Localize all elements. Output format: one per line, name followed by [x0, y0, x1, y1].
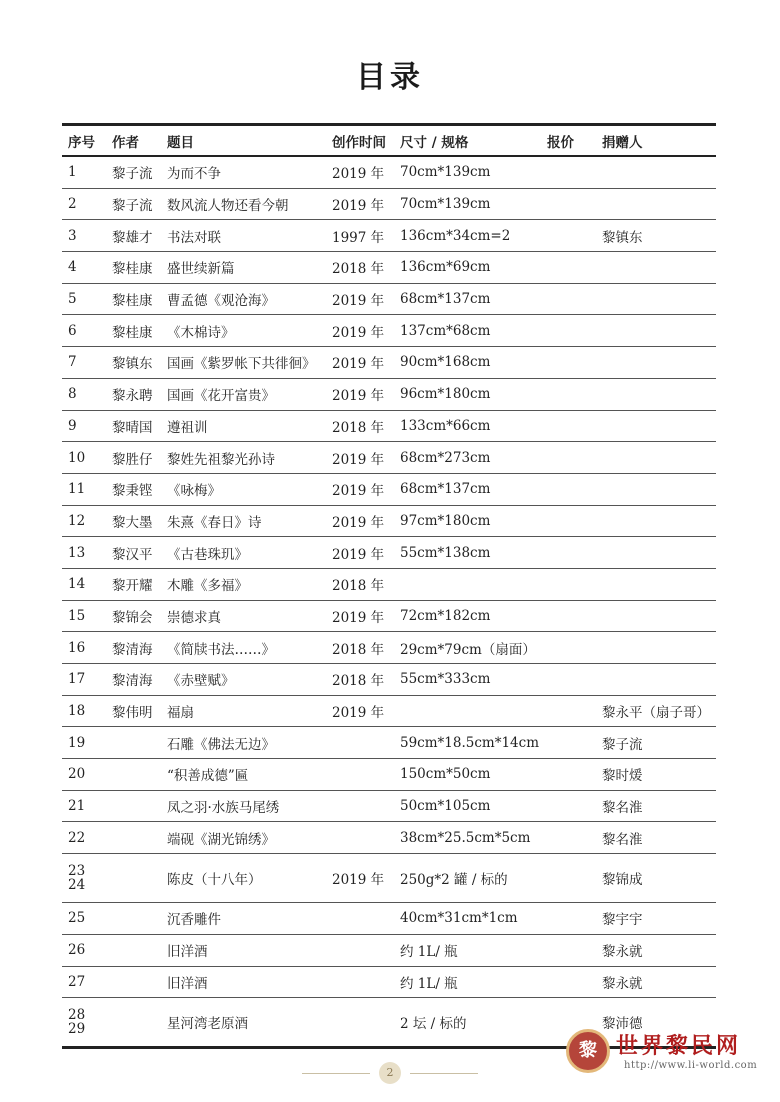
cell-no [62, 998, 106, 1048]
cell-size: 约 1L/ 瓶 [394, 934, 541, 966]
cell-author: 黎晴国 [106, 410, 161, 442]
site-logo [566, 1027, 766, 1079]
cell-size: 2 坛 / 标的 [394, 998, 541, 1048]
cell-author: 黎桂康 [106, 315, 161, 347]
cell-donor [596, 378, 716, 410]
cell-size: 150cm*50cm [394, 759, 541, 791]
cell-size: 136cm*69cm [394, 252, 541, 284]
table-row [62, 188, 716, 220]
cell-year: 2018 年 [326, 252, 394, 284]
cell-donor [596, 283, 716, 315]
table-row [62, 822, 716, 854]
cell-no: 20 [62, 759, 106, 791]
table-row [62, 727, 716, 759]
cell-price [541, 790, 596, 822]
cell-no: 12 [62, 505, 106, 537]
cell-author: 黎清海 [106, 664, 161, 696]
cell-donor [596, 188, 716, 220]
contents-table [62, 123, 716, 1049]
cell-price [541, 568, 596, 600]
cell-donor [596, 252, 716, 284]
cell-author: 黎伟明 [106, 695, 161, 727]
cell-subject: 陈皮（十八年） [161, 854, 326, 903]
cell-no: 1 [62, 156, 106, 188]
cell-price [541, 378, 596, 410]
cell-price [541, 854, 596, 903]
cell-author [106, 998, 161, 1048]
logo-text: 世界黎民网 [616, 1034, 742, 1059]
cell-donor: 黎宇宇 [596, 903, 716, 935]
cell-price [541, 188, 596, 220]
cell-year: 2019 年 [326, 378, 394, 410]
cell-price [541, 473, 596, 505]
cell-author: 黎雄才 [106, 220, 161, 252]
table-row [62, 156, 716, 188]
cell-donor [596, 410, 716, 442]
footer-rule-left [302, 1073, 370, 1074]
cell-subject: 国画《花开富贵》 [161, 378, 326, 410]
table-body [62, 156, 716, 1048]
cell-subject: 《咏梅》 [161, 473, 326, 505]
cell-size: 68cm*137cm [394, 283, 541, 315]
cell-subject: 《木棉诗》 [161, 315, 326, 347]
cell-author [106, 854, 161, 903]
cell-donor [596, 315, 716, 347]
table-row [62, 347, 716, 379]
cell-subject: 星河湾老原酒 [161, 998, 326, 1048]
cell-author: 黎锦会 [106, 600, 161, 632]
cell-subject: 曹孟德《观沧海》 [161, 283, 326, 315]
table-row [62, 252, 716, 284]
cell-donor: 黎名淮 [596, 822, 716, 854]
cell-size: 29cm*79cm（扇面） [394, 632, 541, 664]
cell-subject: 《简牍书法……》 [161, 632, 326, 664]
header-size: 尺寸 / 规格 [394, 125, 541, 157]
header-no: 序号 [62, 125, 106, 157]
cell-no: 22 [62, 822, 106, 854]
cell-size [394, 695, 541, 727]
cell-size: 50cm*105cm [394, 790, 541, 822]
cell-year: 2018 年 [326, 410, 394, 442]
cell-year: 1997 年 [326, 220, 394, 252]
cell-author [106, 759, 161, 791]
table-row [62, 378, 716, 410]
cell-no: 21 [62, 790, 106, 822]
cell-price [541, 632, 596, 664]
cell-subject: “积善成德”匾 [161, 759, 326, 791]
cell-subject: 《赤壁赋》 [161, 664, 326, 696]
cell-size: 136cm*34cm=2 [394, 220, 541, 252]
cell-subject: 凤之羽·水族马尾绣 [161, 790, 326, 822]
cell-year [326, 966, 394, 998]
cell-no: 5 [62, 283, 106, 315]
cell-year: 2019 年 [326, 156, 394, 188]
table-row [62, 537, 716, 569]
cell-author: 黎汉平 [106, 537, 161, 569]
cell-size: 40cm*31cm*1cm [394, 903, 541, 935]
cell-no: 26 [62, 934, 106, 966]
cell-price [541, 315, 596, 347]
cell-no: 17 [62, 664, 106, 696]
header-subject: 题目 [161, 125, 326, 157]
cell-no: 13 [62, 537, 106, 569]
cell-subject: 为而不争 [161, 156, 326, 188]
cell-no-second: 29 [68, 1021, 86, 1038]
cell-donor: 黎永平（扇子哥） [596, 695, 716, 727]
cell-size: 55cm*138cm [394, 537, 541, 569]
cell-size: 59cm*18.5cm*14cm [394, 727, 541, 759]
cell-no-first: 28 [68, 1007, 86, 1024]
cell-subject: 木雕《多福》 [161, 568, 326, 600]
cell-subject: 国画《紫罗帐下共徘徊》 [161, 347, 326, 379]
cell-year [326, 998, 394, 1048]
page-number: 2 [379, 1062, 401, 1084]
cell-year: 2018 年 [326, 632, 394, 664]
cell-year [326, 822, 394, 854]
cell-size: 96cm*180cm [394, 378, 541, 410]
cell-size: 70cm*139cm [394, 156, 541, 188]
cell-author: 黎胜仔 [106, 442, 161, 474]
cell-subject: 书法对联 [161, 220, 326, 252]
cell-size: 133cm*66cm [394, 410, 541, 442]
cell-author [106, 822, 161, 854]
table-row [62, 790, 716, 822]
cell-subject: 盛世续新篇 [161, 252, 326, 284]
cell-author [106, 790, 161, 822]
cell-no: 16 [62, 632, 106, 664]
cell-year: 2018 年 [326, 664, 394, 696]
cell-author: 黎桂康 [106, 252, 161, 284]
cell-donor [596, 664, 716, 696]
cell-size: 约 1L/ 瓶 [394, 966, 541, 998]
cell-donor: 黎永就 [596, 966, 716, 998]
cell-donor [596, 632, 716, 664]
cell-subject: 沉香雕件 [161, 903, 326, 935]
cell-year [326, 934, 394, 966]
cell-subject: 黎姓先祖黎光孙诗 [161, 442, 326, 474]
cell-year: 2019 年 [326, 347, 394, 379]
cell-no-second: 24 [68, 877, 86, 894]
cell-author [106, 934, 161, 966]
cell-donor [596, 442, 716, 474]
cell-year: 2019 年 [326, 695, 394, 727]
cell-donor [596, 600, 716, 632]
table-row [62, 759, 716, 791]
cell-size: 70cm*139cm [394, 188, 541, 220]
table-row [62, 410, 716, 442]
cell-donor: 黎锦成 [596, 854, 716, 903]
cell-size [394, 568, 541, 600]
table-row [62, 966, 716, 998]
cell-subject: 数风流人物还看今朝 [161, 188, 326, 220]
cell-subject: 旧洋酒 [161, 966, 326, 998]
cell-donor [596, 347, 716, 379]
cell-year: 2019 年 [326, 473, 394, 505]
table-row [62, 220, 716, 252]
cell-no: 6 [62, 315, 106, 347]
cell-size: 97cm*180cm [394, 505, 541, 537]
table-row [62, 568, 716, 600]
cell-subject: 端砚《湖光锦绣》 [161, 822, 326, 854]
cell-price [541, 727, 596, 759]
cell-author [106, 966, 161, 998]
cell-size: 137cm*68cm [394, 315, 541, 347]
cell-year: 2019 年 [326, 537, 394, 569]
cell-price [541, 410, 596, 442]
cell-no: 2 [62, 188, 106, 220]
cell-no: 25 [62, 903, 106, 935]
cell-no: 7 [62, 347, 106, 379]
cell-donor: 黎镇东 [596, 220, 716, 252]
cell-author: 黎桂康 [106, 283, 161, 315]
cell-donor [596, 505, 716, 537]
cell-subject: 福扇 [161, 695, 326, 727]
cell-no: 11 [62, 473, 106, 505]
cell-no-first: 23 [68, 863, 86, 880]
table-row [62, 934, 716, 966]
cell-donor: 黎永就 [596, 934, 716, 966]
logo-seal-icon: 黎 [566, 1029, 610, 1073]
header-donor: 捐赠人 [596, 125, 716, 157]
cell-price [541, 934, 596, 966]
cell-price [541, 903, 596, 935]
cell-donor [596, 473, 716, 505]
cell-subject: 石雕《佛法无边》 [161, 727, 326, 759]
cell-author [106, 727, 161, 759]
cell-price [541, 252, 596, 284]
cell-price [541, 283, 596, 315]
cell-year: 2019 年 [326, 188, 394, 220]
cell-size: 68cm*137cm [394, 473, 541, 505]
cell-year: 2019 年 [326, 283, 394, 315]
cell-no: 19 [62, 727, 106, 759]
table-row [62, 854, 716, 903]
cell-size: 38cm*25.5cm*5cm [394, 822, 541, 854]
cell-no: 27 [62, 966, 106, 998]
cell-year: 2019 年 [326, 442, 394, 474]
cell-subject: 朱熹《春日》诗 [161, 505, 326, 537]
cell-price [541, 347, 596, 379]
cell-author: 黎清海 [106, 632, 161, 664]
table-row [62, 315, 716, 347]
page-title: 目录 [356, 60, 424, 95]
cell-size: 250g*2 罐 / 标的 [394, 854, 541, 903]
table-header-row [62, 125, 716, 157]
cell-subject: 崇德求真 [161, 600, 326, 632]
cell-year [326, 727, 394, 759]
cell-price [541, 442, 596, 474]
cell-price [541, 664, 596, 696]
cell-donor [596, 537, 716, 569]
cell-no: 4 [62, 252, 106, 284]
cell-author: 黎镇东 [106, 347, 161, 379]
cell-price [541, 505, 596, 537]
cell-year [326, 903, 394, 935]
cell-price [541, 537, 596, 569]
cell-donor [596, 156, 716, 188]
cell-donor: 黎沛德 [596, 998, 716, 1048]
cell-author: 黎永聘 [106, 378, 161, 410]
table-row [62, 473, 716, 505]
cell-price [541, 759, 596, 791]
cell-price [541, 822, 596, 854]
cell-price [541, 600, 596, 632]
cell-author: 黎子流 [106, 188, 161, 220]
table-row [62, 664, 716, 696]
cell-size: 68cm*273cm [394, 442, 541, 474]
cell-no: 10 [62, 442, 106, 474]
cell-price [541, 695, 596, 727]
table-row [62, 695, 716, 727]
cell-subject: 《古巷珠玑》 [161, 537, 326, 569]
table-row [62, 600, 716, 632]
cell-no: 3 [62, 220, 106, 252]
table-row [62, 283, 716, 315]
cell-author: 黎大墨 [106, 505, 161, 537]
cell-donor: 黎时煖 [596, 759, 716, 791]
cell-year [326, 790, 394, 822]
cell-year [326, 759, 394, 791]
header-year: 创作时间 [326, 125, 394, 157]
cell-subject: 旧洋酒 [161, 934, 326, 966]
cell-no: 18 [62, 695, 106, 727]
header-price: 报价 [541, 125, 596, 157]
logo-url: http://www.li-world.com [624, 1060, 758, 1071]
cell-donor [596, 568, 716, 600]
cell-year: 2019 年 [326, 315, 394, 347]
header-author: 作者 [106, 125, 161, 157]
cell-no: 14 [62, 568, 106, 600]
cell-donor: 黎子流 [596, 727, 716, 759]
table-row [62, 505, 716, 537]
table-row [62, 442, 716, 474]
table-row [62, 903, 716, 935]
cell-size: 72cm*182cm [394, 600, 541, 632]
cell-donor: 黎名淮 [596, 790, 716, 822]
cell-year: 2019 年 [326, 505, 394, 537]
cell-year: 2019 年 [326, 854, 394, 903]
cell-subject: 遵祖训 [161, 410, 326, 442]
cell-author [106, 903, 161, 935]
cell-author: 黎秉铿 [106, 473, 161, 505]
table-row [62, 632, 716, 664]
cell-author: 黎开耀 [106, 568, 161, 600]
cell-no [62, 854, 106, 903]
cell-year: 2019 年 [326, 600, 394, 632]
footer-rule-right [410, 1073, 478, 1074]
cell-size: 55cm*333cm [394, 664, 541, 696]
cell-year: 2018 年 [326, 568, 394, 600]
cell-price [541, 220, 596, 252]
cell-price [541, 156, 596, 188]
cell-no: 15 [62, 600, 106, 632]
cell-no: 8 [62, 378, 106, 410]
cell-no: 9 [62, 410, 106, 442]
cell-price [541, 966, 596, 998]
cell-size: 90cm*168cm [394, 347, 541, 379]
cell-author: 黎子流 [106, 156, 161, 188]
